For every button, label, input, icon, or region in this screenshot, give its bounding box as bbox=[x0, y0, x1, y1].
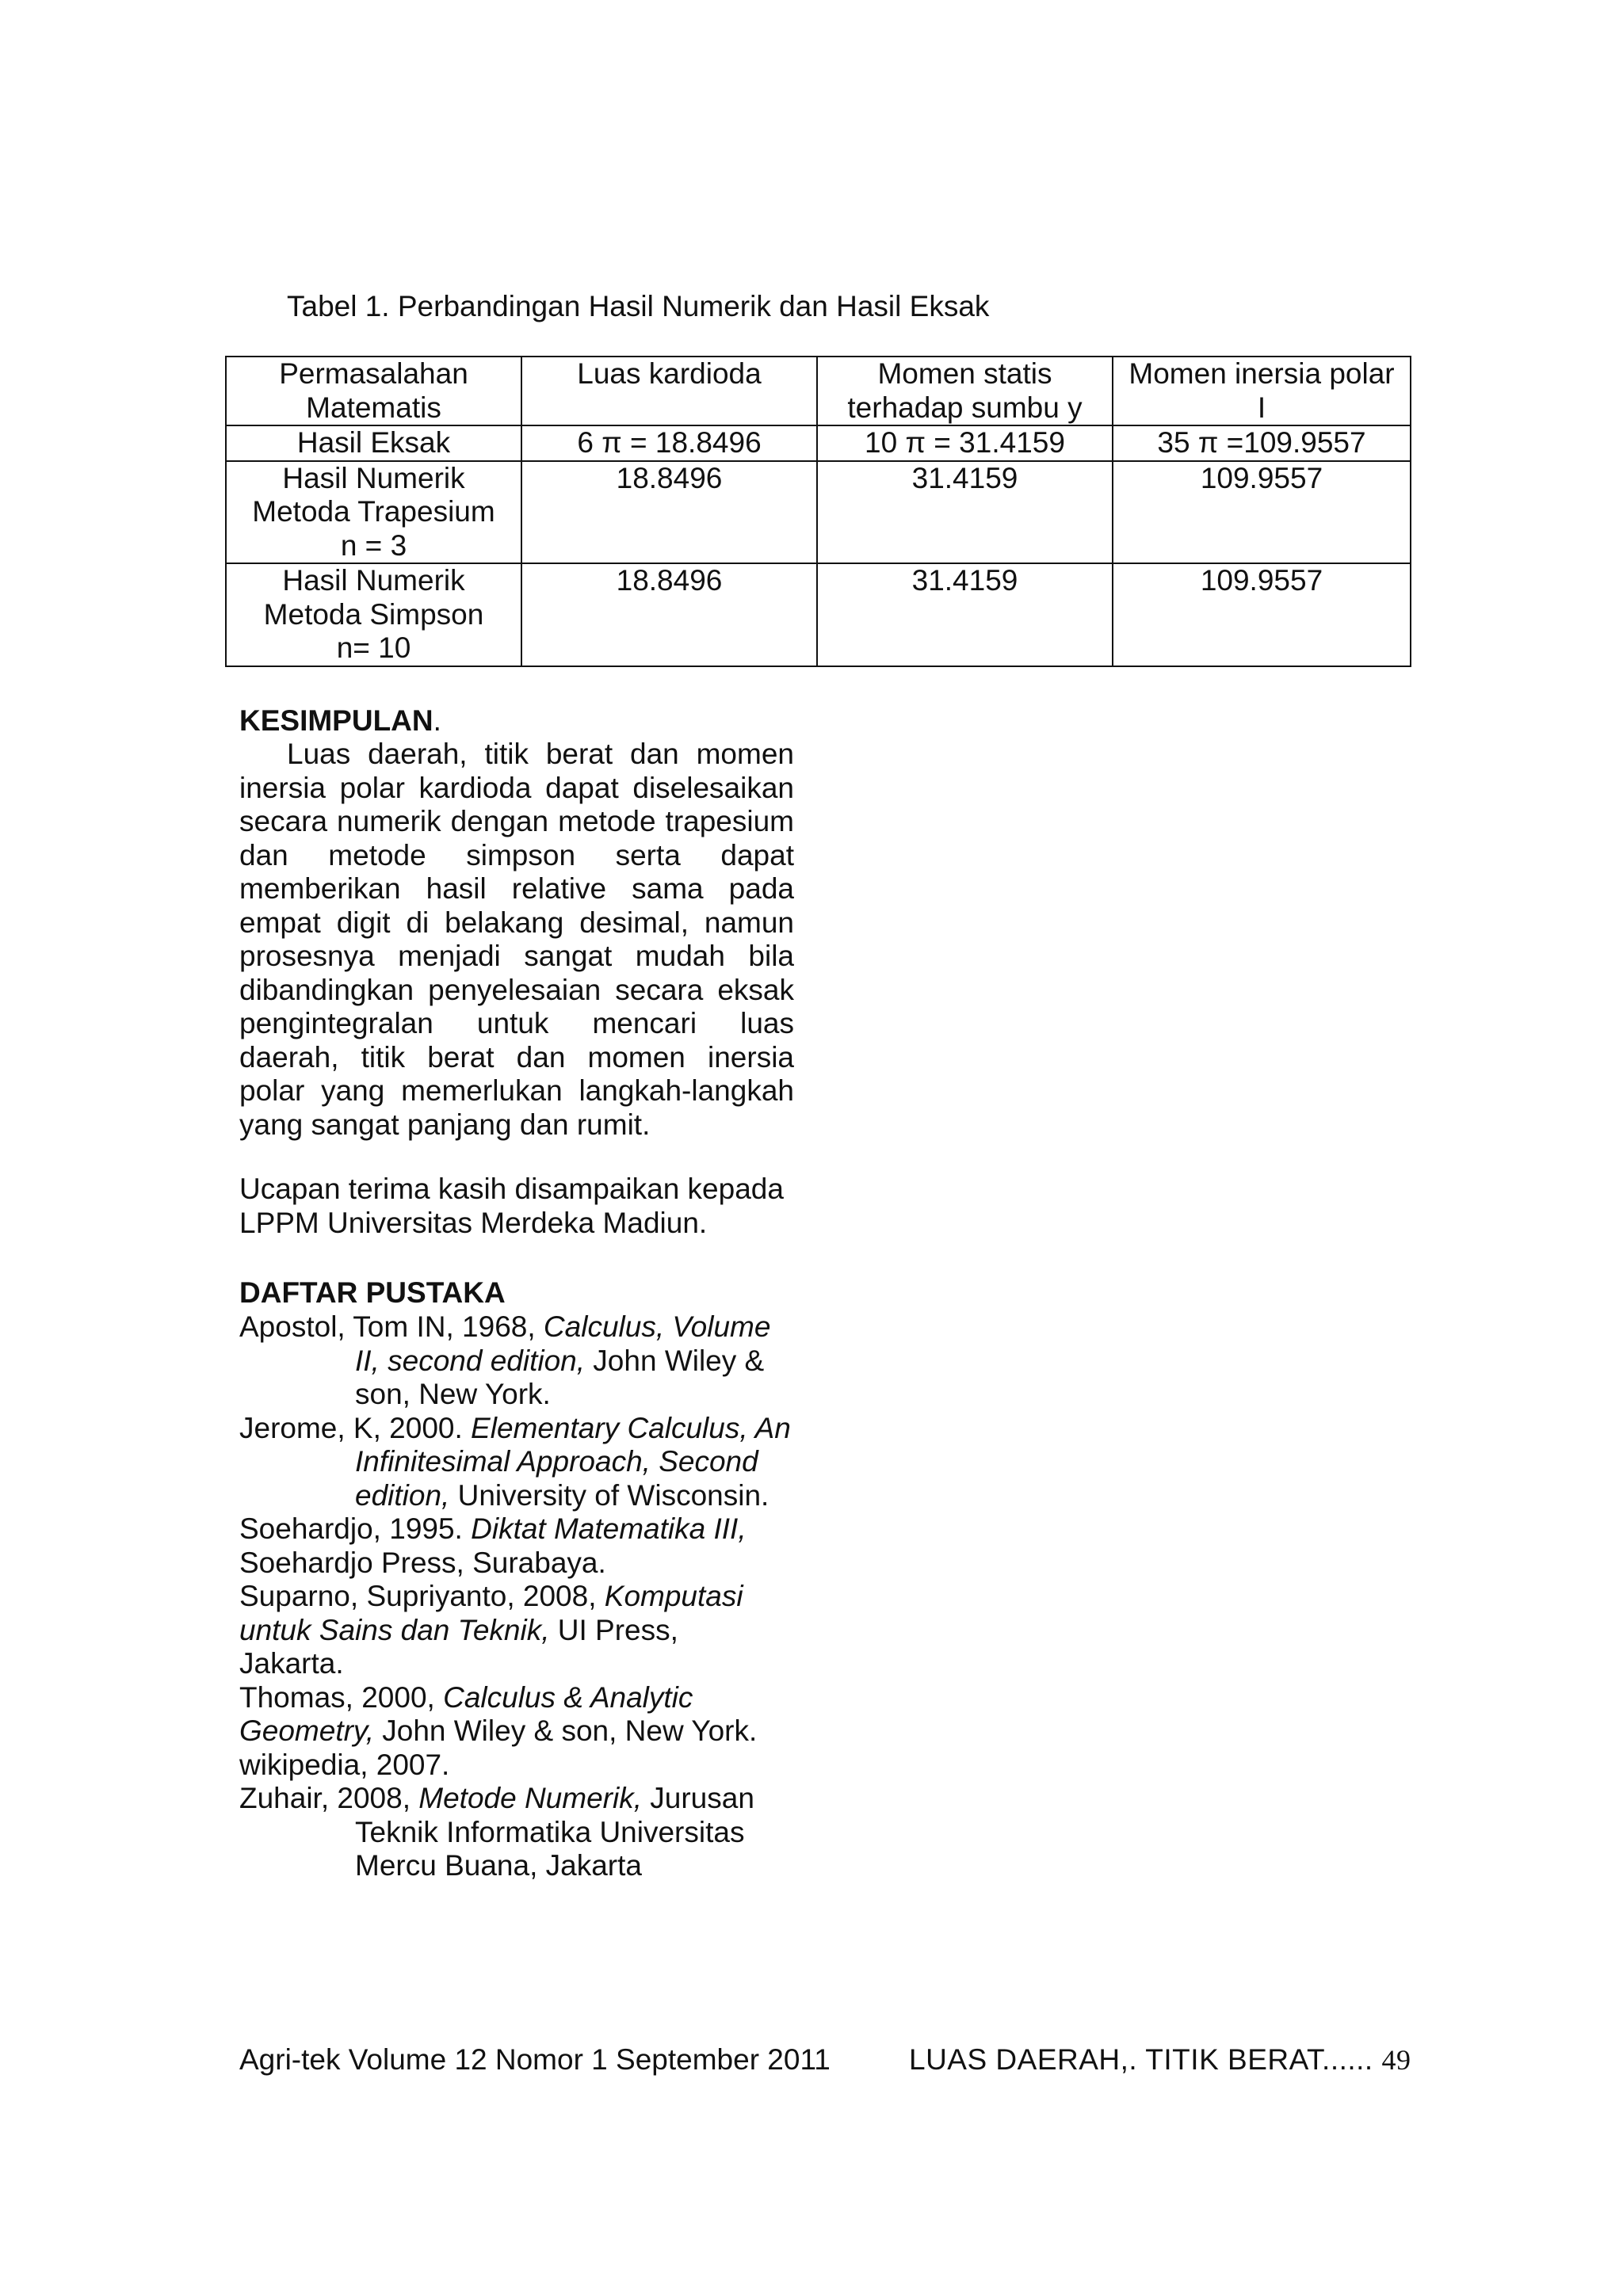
reference-title-text: Infinitesimal Approach, Second bbox=[355, 1445, 758, 1478]
reference-text: Jerome, K, 2000. bbox=[239, 1411, 472, 1444]
reference-title-text: edition, bbox=[355, 1478, 450, 1512]
reference-line bbox=[239, 1547, 842, 1581]
reference-line bbox=[239, 1344, 842, 1379]
table-cell: 6 π = 18.8496 bbox=[521, 425, 817, 461]
reference-text: Mercu Buana, Jakarta bbox=[355, 1849, 642, 1882]
table-header-cell: Luas kardioda bbox=[521, 357, 817, 425]
reference-line bbox=[239, 1310, 842, 1344]
reference-text: wikipedia, 2007. bbox=[239, 1748, 450, 1781]
reference-line bbox=[239, 1681, 842, 1715]
comparison-table bbox=[225, 356, 1411, 667]
table-cell: 31.4159 bbox=[817, 563, 1113, 666]
acknowledgement-paragraph bbox=[239, 1173, 794, 1240]
reference-item bbox=[239, 1310, 842, 1412]
table-row bbox=[226, 563, 1411, 666]
page-number: 49 bbox=[1381, 2044, 1411, 2076]
reference-text: Apostol, Tom IN, 1968, bbox=[239, 1310, 544, 1343]
table-cell: Hasil Eksak bbox=[226, 425, 521, 461]
running-title: LUAS DAERAH,. TITIK BERAT...... bbox=[909, 2043, 1373, 2076]
paragraph-line: inersia polar kardioda dapat diselesaikan bbox=[239, 771, 794, 804]
table-header-cell: Momen statis terhadap sumbu y bbox=[817, 357, 1113, 425]
reference-text: Zuhair, 2008, bbox=[239, 1782, 419, 1814]
reference-text: UI Press, bbox=[549, 1613, 678, 1646]
conclusion-heading bbox=[239, 704, 441, 738]
reference-line bbox=[239, 1614, 842, 1648]
reference-text: John Wiley & bbox=[585, 1344, 765, 1377]
references-heading: DAFTAR PUSTAKA bbox=[239, 1276, 506, 1309]
reference-text: Soehardjo Press, Surabaya. bbox=[239, 1546, 606, 1579]
reference-item bbox=[239, 1782, 842, 1883]
reference-text: University of Wisconsin. bbox=[449, 1478, 769, 1512]
paragraph-line: secara numerik dengan metode trapesium bbox=[239, 805, 794, 837]
table-caption: Tabel 1. Perbandingan Hasil Numerik dan Hasil Eksak bbox=[287, 290, 990, 322]
reference-title-text: Komputasi bbox=[604, 1580, 743, 1612]
table-cell: 109.9557 bbox=[1113, 563, 1411, 666]
footer-journal: Agri-tek Volume 12 Nomor 1 September 2011 bbox=[239, 2043, 831, 2076]
reference-line bbox=[239, 1647, 842, 1681]
reference-line bbox=[239, 1445, 842, 1479]
table-cell: 31.4159 bbox=[817, 461, 1113, 564]
reference-item bbox=[239, 1512, 842, 1580]
reference-line bbox=[239, 1512, 842, 1547]
conclusion-paragraph bbox=[239, 738, 794, 1142]
reference-line bbox=[239, 1479, 842, 1513]
reference-line bbox=[239, 1412, 842, 1446]
paragraph-line: memberikan hasil relative sama pada bbox=[239, 872, 794, 905]
reference-text: Suparno, Supriyanto, 2008, bbox=[239, 1580, 605, 1612]
paragraph-line: Luas daerah, titik berat dan momen bbox=[287, 738, 794, 770]
paragraph-line: daerah, titik berat dan momen inersia bbox=[239, 1040, 794, 1074]
reference-item bbox=[239, 1580, 842, 1681]
reference-item bbox=[239, 1681, 842, 1749]
reference-text: Thomas, 2000, bbox=[239, 1680, 444, 1714]
table-cell: 10 π = 31.4159 bbox=[817, 425, 1113, 461]
reference-title-text: Calculus & Analytic bbox=[443, 1680, 693, 1714]
paragraph-line: Ucapan terima kasih disampaikan kepada bbox=[239, 1173, 784, 1205]
reference-title-text: Metode Numerik, bbox=[418, 1782, 642, 1814]
conclusion-heading-text: KESIMPULAN bbox=[239, 704, 433, 737]
table-cell: 35 π =109.9557 bbox=[1113, 425, 1411, 461]
reference-list bbox=[239, 1310, 842, 1883]
paragraph-line: yang sangat panjang dan rumit. bbox=[239, 1108, 651, 1141]
reference-text: Jurusan bbox=[641, 1782, 754, 1814]
reference-title-text: untuk Sains dan Teknik, bbox=[239, 1613, 550, 1646]
paragraph-line: dan metode simpson serta dapat bbox=[239, 838, 794, 871]
reference-title-text: Geometry, bbox=[239, 1714, 374, 1747]
reference-line bbox=[239, 1378, 842, 1412]
reference-text: son, New York. bbox=[355, 1378, 551, 1410]
reference-title-text: Calculus, Volume bbox=[543, 1310, 771, 1343]
paragraph-line: dibandingkan penyelesaian secara eksak bbox=[239, 973, 794, 1006]
table-header-cell: Permasalahan Matematis bbox=[226, 357, 521, 425]
paragraph-line: prosesnya menjadi sangat mudah bila bbox=[239, 940, 794, 972]
reference-text: Jakarta. bbox=[239, 1647, 344, 1680]
table-cell: 18.8496 bbox=[521, 563, 817, 666]
reference-text: Soehardjo, 1995. bbox=[239, 1512, 472, 1545]
reference-line bbox=[239, 1782, 842, 1816]
table-row bbox=[226, 461, 1411, 564]
reference-line bbox=[239, 1714, 842, 1749]
table-cell: 109.9557 bbox=[1113, 461, 1411, 564]
reference-item bbox=[239, 1749, 842, 1783]
reference-line bbox=[239, 1580, 842, 1614]
reference-title-text: Elementary Calculus, An bbox=[471, 1411, 791, 1444]
table-header-row bbox=[226, 357, 1411, 425]
reference-text: Teknik Informatika Universitas bbox=[355, 1815, 745, 1848]
table-header-cell: Momen inersia polar I bbox=[1113, 357, 1411, 425]
reference-item bbox=[239, 1412, 842, 1513]
reference-line bbox=[239, 1749, 842, 1783]
reference-title-text: II, second edition, bbox=[355, 1344, 586, 1377]
paragraph-line: LPPM Universitas Merdeka Madiun. bbox=[239, 1206, 708, 1239]
table-cell: Hasil Numerik Metoda Simpson n= 10 bbox=[226, 563, 521, 666]
reference-line bbox=[239, 1849, 842, 1883]
table-row bbox=[226, 425, 1411, 461]
conclusion-heading-punct: . bbox=[433, 704, 441, 737]
reference-text: John Wiley & son, New York. bbox=[373, 1714, 758, 1747]
reference-title-text: Diktat Matematika III, bbox=[471, 1512, 747, 1545]
paragraph-line: pengintegralan untuk mencari luas bbox=[239, 1007, 794, 1039]
paragraph-line: empat digit di belakang desimal, namun bbox=[239, 906, 794, 939]
footer-running-title bbox=[909, 2043, 1411, 2077]
reference-line bbox=[239, 1816, 842, 1850]
paragraph-line: polar yang memerlukan langkah-langkah bbox=[239, 1074, 794, 1107]
table-cell: Hasil Numerik Metoda Trapesium n = 3 bbox=[226, 461, 521, 564]
table-cell: 18.8496 bbox=[521, 461, 817, 564]
